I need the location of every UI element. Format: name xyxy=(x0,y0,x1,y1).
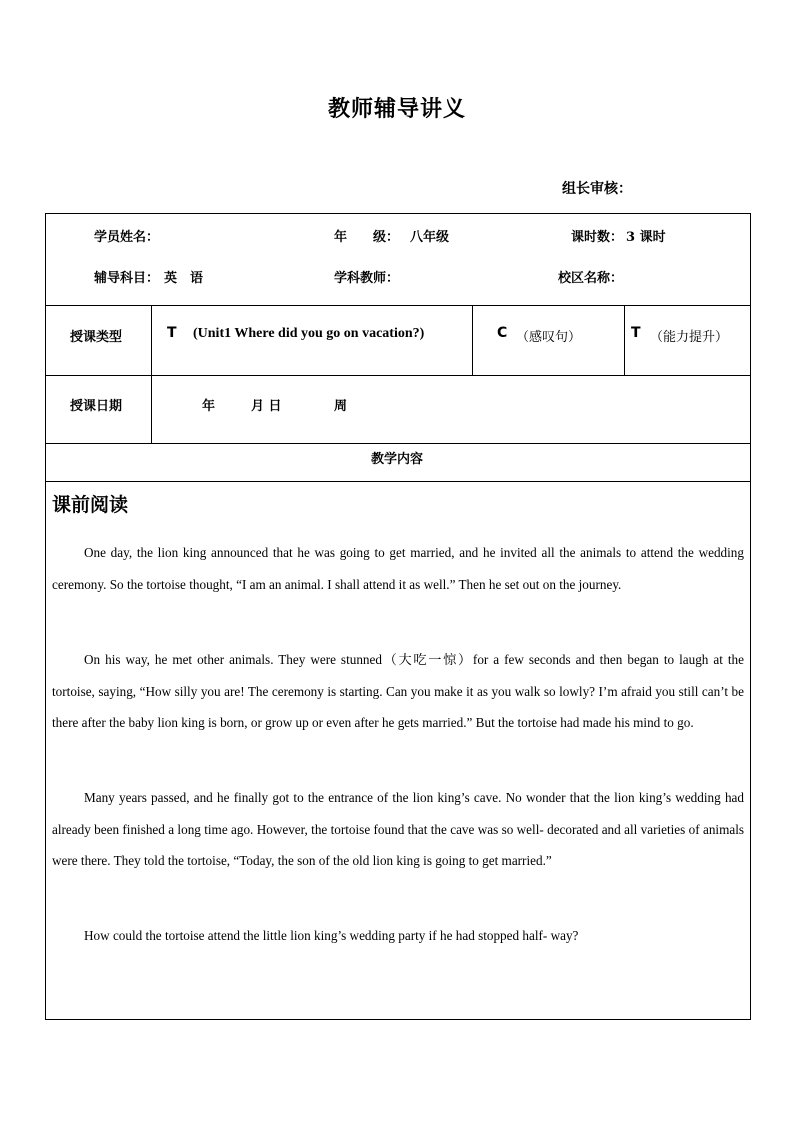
col-divider-c xyxy=(472,305,473,375)
row-divider-3 xyxy=(45,443,751,444)
lesson-type-label: 授课类型 xyxy=(70,330,123,345)
reading-paragraph-1: One day, the lion king announced that he was going to get married, and he invited all the animals to attend the wedding ceremony. So the tortoise thought, “I am an animal. I shall attend it as well.” Then he set out on the journey. xyxy=(52,545,744,592)
lesson-date-week: 周 xyxy=(334,399,348,414)
hours-value: 3 课时 xyxy=(626,230,666,245)
col-divider-t2 xyxy=(624,305,625,375)
reading-heading: 课前阅读 xyxy=(52,494,129,516)
lesson-type-t2-mark: T xyxy=(631,325,641,341)
lesson-type-c-mark: C xyxy=(497,325,508,341)
subject-value: 英 语 xyxy=(164,271,204,286)
review-label: 组长审核： xyxy=(562,181,632,197)
lesson-date-year: 年 xyxy=(202,399,216,414)
lesson-date-month-day: 月 日 xyxy=(251,399,282,414)
content-header: 教学内容 xyxy=(370,452,423,467)
col-divider-label xyxy=(151,305,152,443)
page-title: 教师辅导讲义 xyxy=(327,96,466,122)
lesson-type-t2-text: （能力提升） xyxy=(650,330,729,345)
lesson-type-t1-mark: T xyxy=(167,325,177,341)
grade-label: 年 级： xyxy=(334,230,400,245)
lesson-date-label: 授课日期 xyxy=(70,399,123,414)
student-name-label: 学员姓名： xyxy=(94,230,160,245)
reading-paragraph-4: How could the tortoise attend the little lion king’s wedding party if he had stopped half- way? xyxy=(84,928,579,943)
row-divider-4 xyxy=(45,481,751,482)
reading-paragraph-3: Many years passed, and he finally got to the entrance of the lion king’s cave. No wonder that the lion king’s wedding had already been finished a long time ago. However, the tortoise found that the cave was so well- decorated and all varieties of animals were there. They told the tortoise, “Today, the son of the old lion king is going to get married.” xyxy=(52,790,744,868)
hours-label: 课时数： xyxy=(571,230,624,245)
reading-paragraph-2: On his way, he met other animals. They were stunned（大吃一惊）for a few seconds and then began to laugh at the tortoise, saying, “How silly you are! The ceremony is starting. Can you make it as you walk so lowly? I’m afraid you still can’t be there after the baby lion king is born, or grow up or even after he gets married.” But the tortoise had made his mind to go. xyxy=(52,652,744,730)
campus-label: 校区名称： xyxy=(558,271,624,286)
teacher-label: 学科教师： xyxy=(334,271,400,286)
subject-label: 辅导科目： xyxy=(94,271,160,286)
lesson-type-t1-text: (Unit1 Where did you go on vacation?) xyxy=(193,326,425,341)
lesson-type-c-text: （感叹句） xyxy=(516,330,582,345)
grade-value: 八年级 xyxy=(410,230,450,245)
